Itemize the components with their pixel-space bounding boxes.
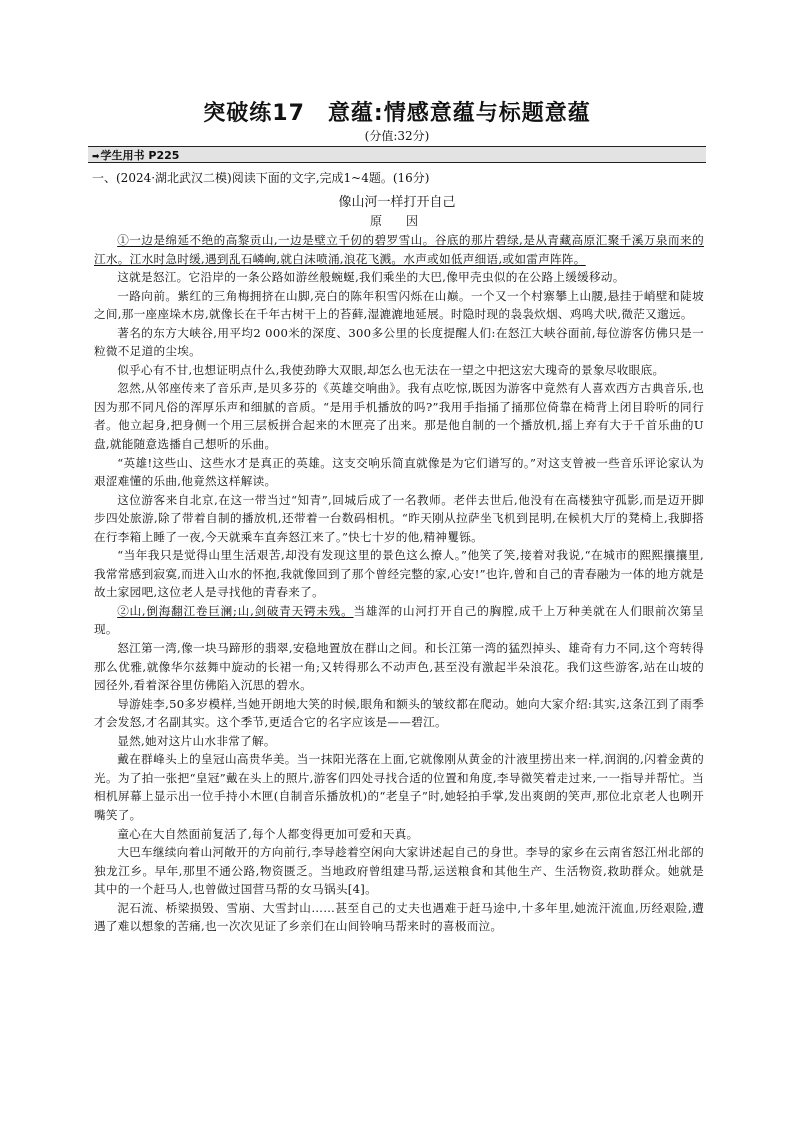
question-intro: 一、(2024·湖北武汉二模)阅读下面的文字,完成1~4题。(16分) bbox=[92, 171, 430, 185]
banner-label: 学生用书 P225 bbox=[100, 149, 180, 162]
paragraph-17: 泥石流、桥梁损毁、雪崩、大雪封山……甚至自己的丈夫也遇难于赶马途中,十多年里,她流汗流血,历经艰险,遭遇了难以想象的苦痛,也一次次见证了乡亲们在山间铃响马帮来时的喜极而泣。 bbox=[94, 900, 704, 934]
paragraph-2: 这就是怒江。它沿岸的一条公路如游丝般蜿蜒,我们乘坐的大巴,像甲壳虫似的在公路上缓缓移动。 bbox=[117, 270, 625, 285]
paragraph-9: “当年我只是觉得山里生活艰苦,却没有发现这里的景色这么撩人。”他笑了笑,接着对我说,“在城市的熙熙攘攘里,我常常感到寂寞,而进入山水的怀抱,我就像回到了那个曾经完整的家,心安!”也许,曾和自己的青春融为一体的地方就是故土家园吧,这位老人是寻找他的青春来了。 bbox=[94, 548, 704, 600]
paragraph-15: 童心在大自然面前复活了,每个人都变得更加可爱和天真。 bbox=[117, 826, 419, 841]
paragraph-12: 导游娃李,50多岁模样,当她开朗地大笑的时候,眼角和额头的皱纹都在爬动。她向大家介绍:其实,这条江到了雨季才会发怒,才名副其实。这个季节,更适合它的名字应该是——碧江。 bbox=[94, 696, 704, 730]
paragraph-10-rest: 当雄浑的山河打开自己的胸膛,成千上万种美就在人们眼前次第呈现。 bbox=[94, 603, 705, 637]
article-author: 原 因 bbox=[369, 214, 424, 228]
paragraph-1 bbox=[94, 231, 704, 268]
paragraph-4: 著名的东方大峡谷,用平均2 000米的深度、300多公里的长度提醒人们:在怒江大峡谷面前,每位游客仿佛只是一粒微不足道的尘埃。 bbox=[94, 325, 704, 359]
paragraph-14: 戴在群峰头上的皇冠山高贵华美。当一抹阳光落在上面,它就像刚从黄金的汁液里捞出来一样,润润的,闪着金黄的光。为了拍一张把“皇冠”戴在头上的照片,游客们四处寻找合适的位置和角度,李导微笑着走过来,一一指导并帮忙。当相机屏幕上显示出一位手持小木匣(自制音乐播放机)的“老皇子”时,她轻拍手掌,发出爽朗的笑声,那位北京老人也咧开嘴笑了。 bbox=[94, 752, 704, 822]
textbook-reference-banner bbox=[88, 146, 706, 163]
paragraph-3: 一路向前。紫红的三角梅拥挤在山脚,亮白的陈年积雪闪烁在山巅。一个又一个村寨攀上山腰,悬挂于峭壁和陡坡之间,那一座座垛木房,就像长在千年古树干上的苔藓,湿漉漉地延展。时隐时现的袅袅炊烟、鸡鸣犬吠,微茫又邈远。 bbox=[94, 288, 704, 322]
paragraph-6: 忽然,从邻座传来了音乐声,是贝多芬的《英雄交响曲》。我有点吃惊,既因为游客中竟然有人喜欢西方古典音乐,也因为那不同凡俗的浑厚乐声和细腻的音质。“是用手机播放的吗?”我用手指捅了捅那位倚靠在椅背上闭目聆听的同行者。他立起身,把身侧一个用三层板拼合起来的木匣亮了出来。那是他自制的一个播放机,摇上弃有大于千首乐曲的U盘,就能随意选播自己想听的乐曲。 bbox=[94, 381, 704, 452]
marked-sentence-1: ①一边是绵延不绝的高黎贡山,一边是壁立千仞的碧罗雪山。谷底的那片碧绿,是从青藏高原汇聚千溪万泉而来的江水。江水时急时缓,遇到乱石嶙峋,就白沫喷涌,浪花飞溅。水声或如低声细语,或如雷声阵阵。 bbox=[94, 233, 704, 266]
paragraph-16: 大巴车继续向着山河敞开的方向前行,李导趁着空闲向大家讲述起自己的身世。李导的家乡在云南省怒江州北部的独龙江乡。早年,那里不通公路,物资匮乏。当地政府曾组建马帮,运送粮食和其他生产、生活物资,救助群众。她就是其中的一个赶马人,也曾做过国营马帮的女马锅头[4]。 bbox=[94, 845, 704, 897]
arrow-icon: ➡ bbox=[92, 152, 100, 162]
marked-sentence-2: ②山,倒海翻江卷巨澜;山,剑破青天锷未残。 bbox=[117, 603, 354, 618]
paragraph-7: “英雄!这些山、这些水才是真正的英雄。这支交响乐简直就像是为它们谱写的。”对这支曾被一些音乐评论家认为艰涩难懂的乐曲,他竟然这样解读。 bbox=[94, 455, 704, 489]
paragraph-10 bbox=[94, 602, 704, 639]
paragraph-11: 怒江第一湾,像一块马蹄形的翡翠,安稳地置放在群山之间。和长江第一湾的猛烈掉头、雄奇有力不同,这个弯转得那么优雅,就像华尔兹舞中旋动的长裙一角;又转得那么不动声色,甚至没有激起半朵浪花。我们这些游客,站在山坡的园径外,看着深谷里仿佛陷入沉思的碧水。 bbox=[94, 641, 704, 693]
paragraph-13: 显然,她对这片山水非常了解。 bbox=[117, 733, 276, 748]
paragraph-5: 似乎心有不甘,也想证明点什么,我使劲睁大双眼,却怎么也无法在一望之中把这宏大瑰奇的景象尽收眼底。 bbox=[117, 362, 665, 377]
page-title: 突破练17 意蕴:情感意蕴与标题意蕴 bbox=[203, 101, 591, 126]
score-note: (分值:32分) bbox=[364, 129, 430, 143]
article-body bbox=[94, 231, 704, 936]
article-title: 像山河一样打开自己 bbox=[338, 195, 456, 210]
paragraph-8: 这位游客来自北京,在这一带当过“知青”,回城后成了一名教师。老伴去世后,他没有在高楼独守孤影,而是迈开脚步四处旅游,除了带着自制的播放机,还带着一台数码相机。“昨天刚从拉萨坐飞机到昆明,在候机大厅的凳椅上,我脚搭在行李箱上睡了一夜,今天就乘车直奔怒江来了。”快七十岁的他,精神矍铄。 bbox=[94, 492, 704, 544]
